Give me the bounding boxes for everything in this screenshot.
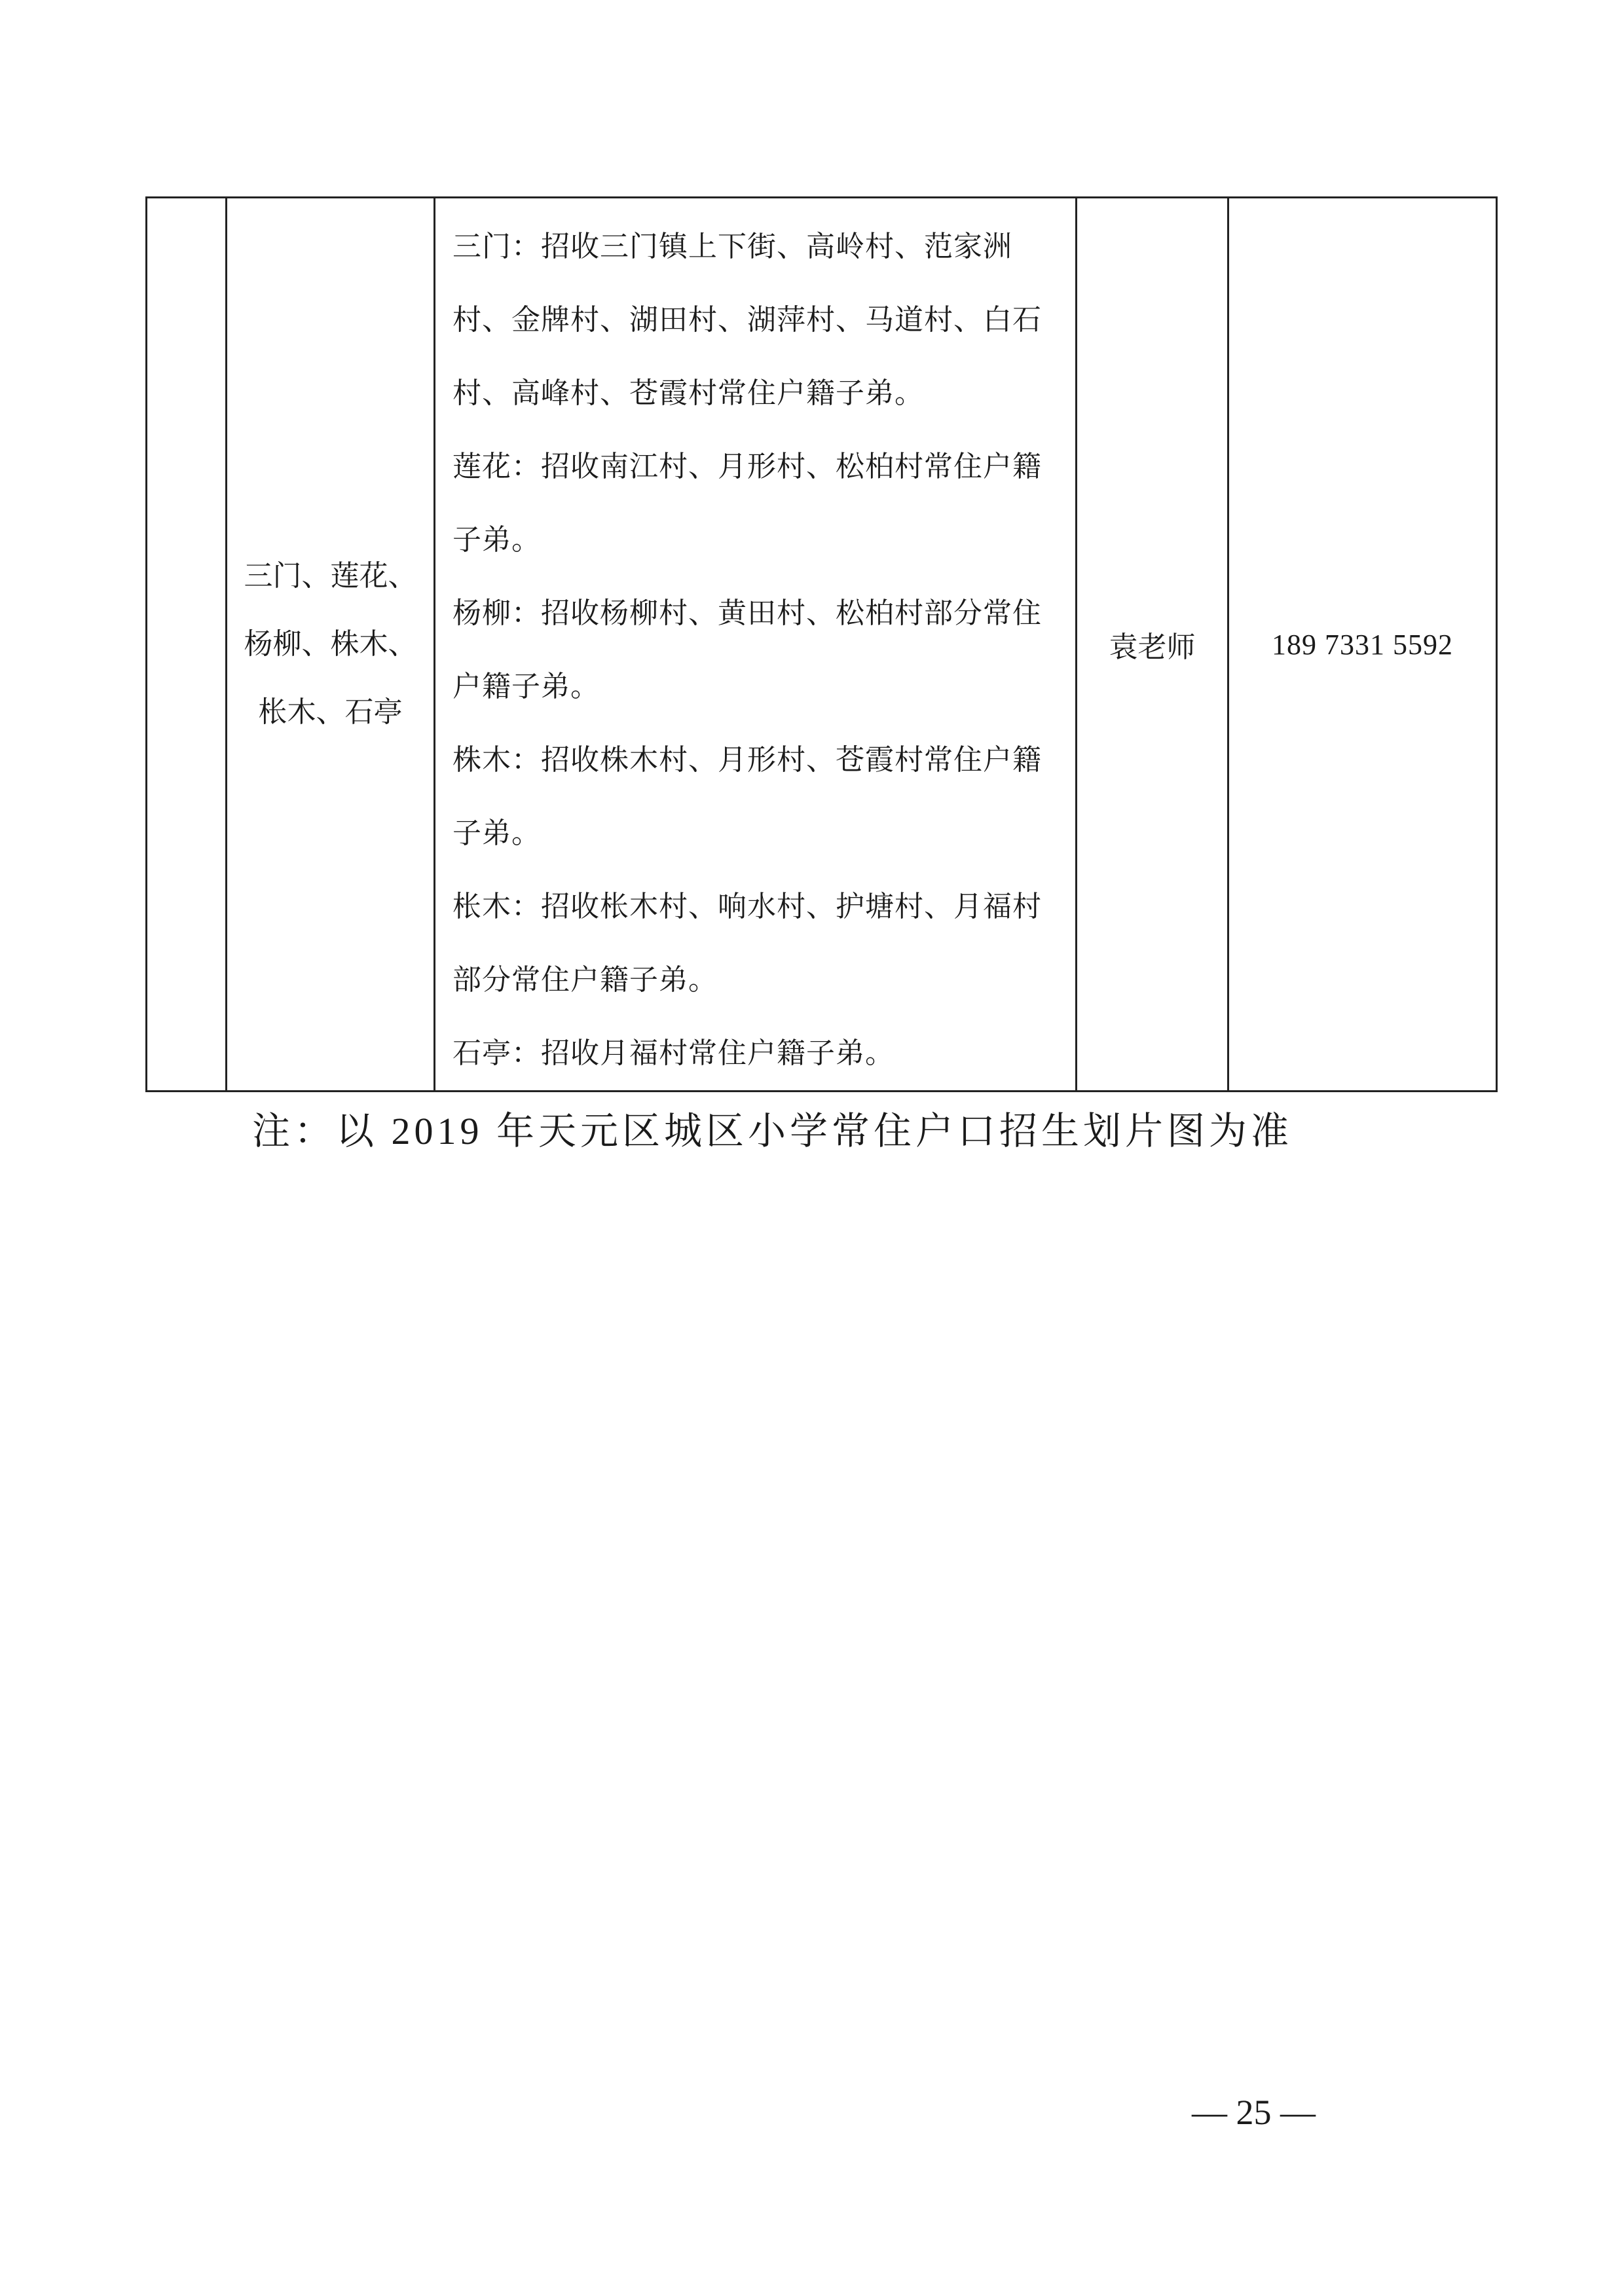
scope-lianhua: 莲花：招收南江村、月形村、松柏村常住户籍子弟。: [452, 450, 1042, 556]
area-line: 三门、莲花、: [244, 560, 417, 592]
scope-sanmen: 三门：招收三门镇上下街、高岭村、范家洲村、金牌村、湖田村、湖萍村、马道村、白石村、高峰村、苍霞村常住户籍子弟。: [452, 230, 1042, 409]
phone-cell: 189 7331 5592: [1228, 198, 1497, 1092]
table-row: [147, 198, 1497, 1092]
area-line: 枨木、石亭: [258, 696, 403, 728]
index-cell: [147, 198, 227, 1092]
scope-zhumu: 株木：招收株木村、月形村、苍霞村常住户籍子弟。: [452, 744, 1042, 849]
scope-yangliu: 杨柳：招收杨柳村、黄田村、松柏村部分常住户籍子弟。: [452, 597, 1042, 703]
contact-cell: 袁老师: [1077, 198, 1228, 1092]
footnote: 注：以 2019 年天元区城区小学常住户口招生划片图为准: [252, 1110, 1293, 1152]
enrollment-table: [145, 196, 1498, 1092]
area-cell: [227, 198, 435, 1092]
enrollment-scope-cell: [435, 198, 1077, 1092]
page-number: — 25 —: [1192, 2093, 1316, 2132]
area-line: 杨柳、株木、: [244, 628, 417, 660]
scope-shiting: 石亭：招收月福村常住户籍子弟。: [452, 1037, 895, 1069]
scope-chengmu: 枨木：招收枨木村、响水村、护塘村、月福村部分常住户籍子弟。: [452, 890, 1042, 996]
